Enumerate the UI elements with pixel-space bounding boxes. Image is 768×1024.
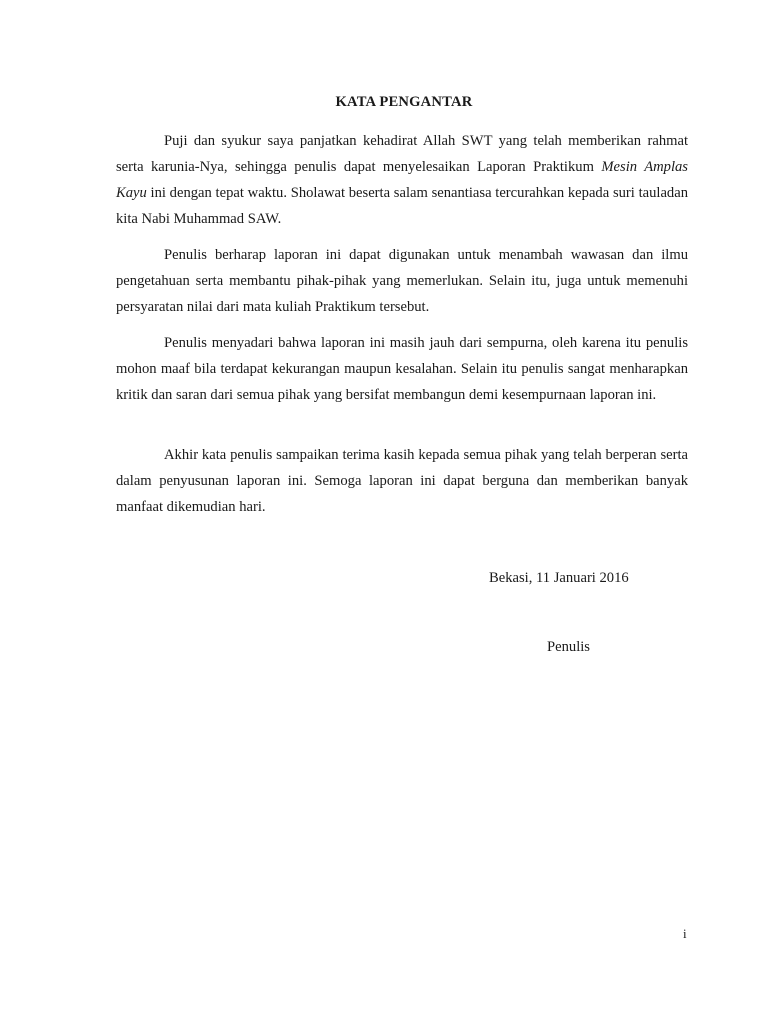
paragraph-1-text-end: ini dengan tepat waktu. Sholawat beserta salam senantiasa tercurahkan kepada suri tauladan kita Nabi Muhammad SAW. [116, 185, 688, 227]
paragraph-4: Akhir kata penulis sampaikan terima kasih kepada semua pihak yang telah berperan serta dalam penyusunan laporan ini. Semoga laporan ini dapat berguna dan memberikan banyak manfaat dikemudian hari. [116, 447, 688, 515]
paragraph-1-text-start: Puji dan syukur saya panjatkan kehadirat Allah SWT yang telah memberikan rahmat serta karunia-Nya, sehingga penulis dapat menyelesaikan Laporan Praktikum [116, 133, 688, 175]
page-number: i [683, 926, 687, 941]
paragraph-2: Penulis berharap laporan ini dapat digunakan untuk menambah wawasan dan ilmu pengetahuan serta membantu pihak-pihak yang memerlukan. Selain itu, juga untuk memenuhi persyaratan nilai dari mata kuliah Praktikum tersebut. [116, 247, 688, 315]
place-and-date: Bekasi, 11 Januari 2016 [489, 570, 629, 586]
page-title: KATA PENGANTAR [335, 94, 473, 110]
paragraph-3: Penulis menyadari bahwa laporan ini masih jauh dari sempurna, oleh karena itu penulis mohon maaf bila terdapat kekurangan maupun kesalahan. Selain itu penulis sangat menharapkan kritik dan saran dari semua pihak yang bersifat membangun demi kesempurnaan laporan ini. [116, 335, 688, 403]
paragraph-1 [116, 128, 688, 232]
signer-name: Penulis [547, 639, 590, 655]
paragraph-1-italic-title: Mesin Amplas Kayu [116, 159, 688, 201]
